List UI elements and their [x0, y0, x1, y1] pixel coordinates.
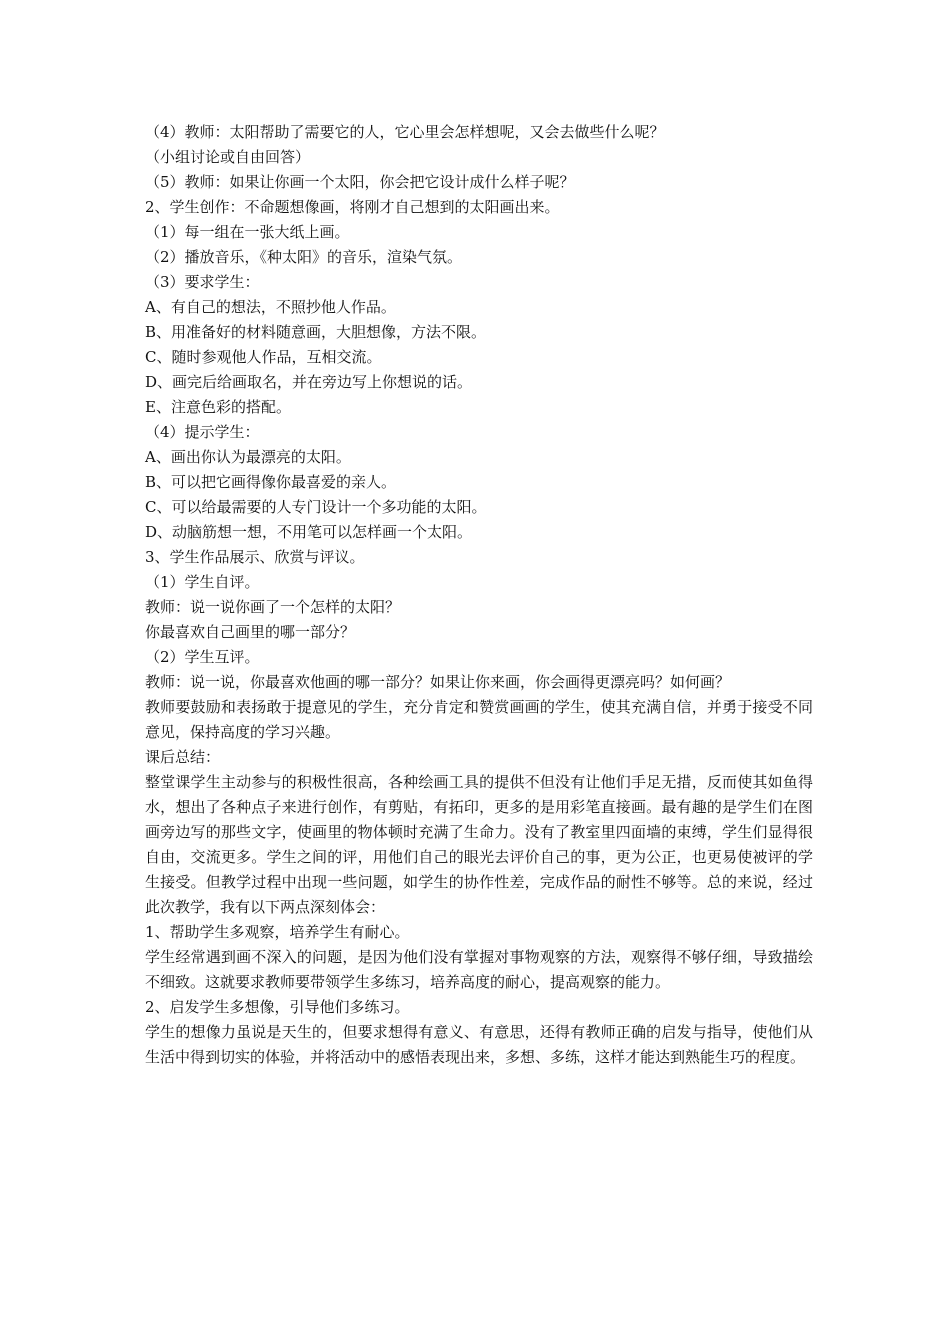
text-line: （3）要求学生： [145, 273, 260, 291]
document-body [145, 120, 813, 1070]
list-item: B、用准备好的材料随意画，大胆想像，方法不限。 [145, 323, 487, 341]
list-item: A、画出你认为最漂亮的太阳。 [145, 448, 351, 466]
text-line: 教师：说一说你画了一个怎样的太阳？ [145, 598, 401, 616]
section-heading: 2、学生创作：不命题想像画，将刚才自己想到的太阳画出来。 [145, 198, 560, 216]
list-item: E、注意色彩的搭配。 [145, 398, 291, 416]
section-heading: 3、学生作品展示、欣赏与评议。 [145, 548, 365, 566]
text-line: （5）教师：如果让你画一个太阳，你会把它设计成什么样子呢？ [145, 173, 575, 191]
text-line: （1）每一组在一张大纸上画。 [145, 223, 350, 241]
list-item: A、有自己的想法，不照抄他人作品。 [145, 298, 396, 316]
text-line: 你最喜欢自己画里的哪一部分？ [145, 623, 356, 641]
list-item: D、动脑筋想一想，不用笔可以怎样画一个太阳。 [145, 523, 473, 541]
point-2-paragraph: 学生的想像力虽说是天生的，但要求想得有意义、有意思，还得有教师正确的启发与指导，使他们从生活中得到切实的体验，并将活动中的感悟表现出来，多想、多练，这样才能达到熟能生巧的程度。 [145, 1023, 813, 1066]
list-item: C、随时参观他人作品，互相交流。 [145, 348, 382, 366]
text-line: 教师：说一说，你最喜欢他画的哪一部分？如果让你来画，你会画得更漂亮吗？如何画？ [145, 673, 731, 691]
text-line: （1）学生自评。 [145, 573, 260, 591]
text-line: （4）提示学生： [145, 423, 260, 441]
text-line: （2）学生互评。 [145, 648, 260, 666]
paragraph-encourage: 教师要鼓励和表扬敢于提意见的学生，充分肯定和赞赏画画的学生，使其充满自信，并勇于接受不同意见，保持高度的学习兴趣。 [145, 698, 813, 741]
list-item: B、可以把它画得像你最喜爱的亲人。 [145, 473, 397, 491]
text-line: （小组讨论或自由回答） [145, 148, 311, 166]
summary-heading: 课后总结： [145, 748, 221, 766]
point-1-paragraph: 学生经常遇到画不深入的问题，是因为他们没有掌握对事物观察的方法，观察得不够仔细，导致描绘不细致。这就要求教师要带领学生多练习，培养高度的耐心，提高观察的能力。 [145, 948, 813, 991]
point-1-title: 1、帮助学生多观察，培养学生有耐心。 [145, 923, 410, 941]
text-line: （2）播放音乐，《种太阳》的音乐，渲染气氛。 [145, 248, 463, 266]
list-item: C、可以给最需要的人专门设计一个多功能的太阳。 [145, 498, 487, 516]
summary-paragraph: 整堂课学生主动参与的积极性很高，各种绘画工具的提供不但没有让他们手足无措，反而使其如鱼得水，想出了各种点子来进行创作，有剪贴，有拓印，更多的是用彩笔直接画。最有趣的是学生们在图画旁边写的那些文字，使画里的物体顿时充满了生命力。没有了教室里四面墙的束缚，学生们显得很自由，交流更多。学生之间的评，用他们自己的眼光去评价自己的事，更为公正，也更易使被评的学生接受。但教学过程中出现一些问题，如学生的协作性差，完成作品的耐性不够等。总的来说，经过此次教学，我有以下两点深刻体会： [145, 773, 813, 916]
point-2-title: 2、启发学生多想像，引导他们多练习。 [145, 998, 410, 1016]
list-item: D、画完后给画取名，并在旁边写上你想说的话。 [145, 373, 473, 391]
text-line: （4）教师：太阳帮助了需要它的人，它心里会怎样想呢，又会去做些什么呢？ [145, 123, 665, 141]
